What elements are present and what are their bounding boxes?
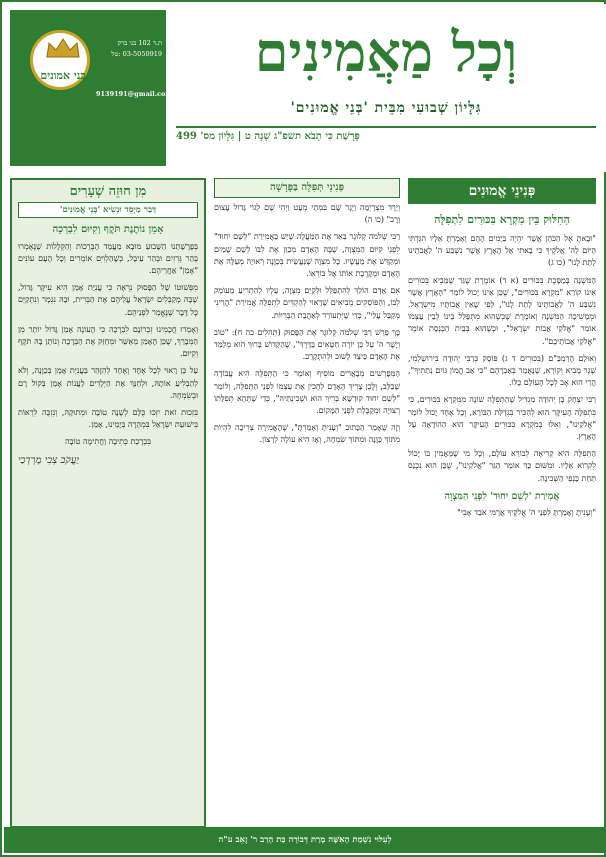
paragraph: אִם אָדָם הוֹלֵךְ לְהִתְפַּלֵּל וּלְקַיֵּם מִצְוָה, עָלָיו לְהַתְרִיעַ מֵעוֹמֶק לִבּוֹ, וְהַפּוֹסְקִים מְבִיאִים שֶׁרָאוּי לְהַקְדִּים לִתְפִלָּה אֲמִירַת "הֲרֵינִי מְקַבֵּל עָלַי", כְּדֵי שֶׁיִּתְעוֹרֵר לְאַהֲבַת הַבְּרִיּוֹת. bbox=[214, 286, 400, 320]
left-column-heading: אָמֵן נוֹתֶנֶת תֹּקֶף וְקִיּוּם לִבְרָכָה bbox=[52, 224, 164, 236]
paragraph: וְאָמְרוּ חֲכָמִינוּ זִכְרוֹנָם לִבְרָכָה כִּי הָעוֹנֶה אָמֵן גָּדוֹל יוֹתֵר מִן הַמְּבָרֵךְ, שֶׁכֵּן הָאָמֵן מְאַשֵּׁר וּמְחַזֵּק אֶת הַבְּרָכָה וְנוֹתֵן בָּהּ תֹּקֶף וְקִיּוּם. bbox=[18, 324, 198, 359]
paragraph: "וְעָנִיתָ וְאָמַרְתָּ לִפְנֵי ה' אֱלֹקֶיךָ אֲרַמִּי אֹבֵד אָבִי" bbox=[457, 507, 596, 517]
paragraph: רַבִּי יִצְחָק בֶּן יְהוּדָה מַגְדִּיל שֶׁהַתְּפִלָּה שׁוֹנָה מִמִּקְרָא בִּכּוּרִים, כִּי בִּתְפִלָּה הָעִיקָּר הוּא לְהַכִּיר בִּגְדֻלַּת הַבּוֹרֵא, וְכָל אֶחָד יָכוֹל לוֹמַר "אֱלֹקֵינוּ", וְאִלּוּ בְּמִקְרָא בִּכּוּרִים הָעִיקָּר הוּא הַהוֹדָאָה עַל הָאָרֶץ. bbox=[408, 395, 596, 442]
paragraph: וְאוּלָם הָרַמְבַּ"ם (בִּכּוּרִים ד ג) פּוֹסֵק כְּרַבִּי יְהוּדָה בִּירוּשַׁלְמִי, שֶׁגֵּר מֵבִיא וְקוֹרֵא, שֶׁנֶּאֱמַר בְּאַבְרָהָם "כִּי אַב הֲמוֹן גּוֹיִם נְתַתִּיךָ", הֲרֵי הוּא אָב לְכָל הָעוֹלָם כֻּלּוֹ. bbox=[408, 353, 596, 388]
paragraph: וְיֵרֶד מִצְרַיְמָה וַיָּגָר שָׁם בִּמְתֵי מְעָט וַיְהִי שָׁם לְגוֹי גָּדוֹל עָצוּם וָרָב" (כו ה) bbox=[214, 203, 400, 225]
paragraph: רַבִּי שְׁלֹמֹה קְלוּגֶר בֵּאֵר אֶת הַמַּעֲלָה שֶׁיֵּשׁ בַּאֲמִירַת "לְשֵׁם יִחוּד" לִפְנֵי קִיּוּם הַמִּצְוָה, שֶׁבָּהּ הָאָדָם מְכַוֵּן אֶת לִבּוֹ לְשֵׁם שָׁמַיִם וּמְקַדֵּשׁ אֶת מַעֲשָׂיו. כָּל מִצְוָה שֶׁנַּעֲשֵׂית בְּכַוָּנָה רְאוּיָה מְעַלָּה אֶת הָאָדָם וּמְקָרֶבֶת אוֹתוֹ אֶל בּוֹרְאוֹ. bbox=[214, 232, 400, 279]
middle-column-header: פְּנִינֵי תְּפִלָּה בַּפָּרָשָׁה bbox=[214, 178, 400, 198]
paragraph: הַמִּשְׁנָה בְּמַסֶּכֶת בִּכּוּרִים (א ד) אוֹמֶרֶת שֶׁגֵּר שֶׁמֵּבִיא בִּכּוּרִים אֵינוֹ קוֹרֵא "מִקְרָא בִּכּוּרִים", שֶׁכֵּן אֵינוֹ יָכוֹל לוֹמַר "הָאָרֶץ אֲשֶׁר נִשְׁבַּע ה' לַאֲבוֹתֵינוּ לָתֵת לָנוּ", לְפִי שֶׁאֵין אֲבוֹתָיו מִיִּשְׂרָאֵל. וּמְמַשִׁיכָה הַמִּשְׁנָה וְאוֹמֶרֶת שֶׁכְּשֶׁהוּא מִתְפַּלֵּל בֵּינוֹ לְבֵין עַצְמוֹ אוֹמֵר "אֱלֹקֵי אֲבוֹת יִשְׂרָאֵל", וּכְשֶׁהוּא בְּבֵית הַכְּנֶסֶת אוֹמֵר "אֱלֹקֵי אֲבוֹתֵיכֶם". bbox=[408, 275, 596, 346]
middle-column bbox=[214, 202, 400, 828]
right-section-title-2: אֲמִירַת 'לְשֵׁם יִחוּד' לִפְנֵי הַמִּצְוָה bbox=[444, 490, 560, 502]
left-column-title: מִן חוּזֵה שְׁעָרִים bbox=[69, 184, 147, 199]
left-column bbox=[10, 178, 206, 828]
paragraph: הַתְּפִלָּה הִיא קְרִיאָה לְבוֹרֵא עוֹלָם, וְכָל מִי שֶׁמַּאֲמִין בּוֹ יָכוֹל לִקְרוֹא אֵלָיו. וּמִשּׁוּם כָּךְ אוֹמֵר הַגֵּר "אֱלֹקֵינוּ", שֶׁכֵּן הוּא נִכְנַס תַּחַת כַּנְפֵי הַשְּׁכִינָה. bbox=[408, 449, 596, 483]
logo-phone: 03-5050919 :טל bbox=[111, 50, 162, 58]
logo-contact bbox=[96, 38, 162, 60]
newsletter-title: וְכָל מַאֲמִינִים bbox=[254, 20, 518, 84]
logo-box bbox=[10, 10, 173, 166]
right-column-header: פְּנִינֵי אֱמוּנִים bbox=[408, 178, 596, 204]
signature: יַעֲקֹב צְבִי מָרְדְכַי bbox=[18, 454, 80, 466]
right-column bbox=[408, 178, 596, 828]
left-column-subtitle: דְּבַר מַיְסֵד וּנְשִׂיא 'בְּנֵי אֱמוּנִים' bbox=[18, 202, 198, 218]
logo-name: בני אמונים bbox=[40, 69, 86, 82]
paragraph: הַמְּפָרְשִׁים מְבָאֲרִים מוֹסִיף וְאוֹמֵר כִּי הַתְּפִלָּה הִיא עֲבוֹדָה שֶׁבַּלֵּב, וְלָכֵן צָרִיךְ הָאָדָם לְהָכִין אֶת עַצְמוֹ לִפְנֵי הַתְּפִלָּה, וְלוֹמַר "לְשֵׁם יִחוּד קוּדְשָׁא בְּרִיךְ הוּא וּשְׁכִינְתֵּיהּ", כְּדֵי שֶׁתְּהֵא תְּפִלָּתוֹ רְצוּיָה וּמְקֻבֶּלֶת לִפְנֵי הַמָּקוֹם. bbox=[214, 369, 400, 416]
newsletter-subtitle: גִּלָּיוֹן שְׁבוּעִי מִבֵּית 'בְּנֵי אֱמוּנִים' bbox=[290, 100, 482, 116]
paragraph: עַל כֵּן רָאוּי לְכָל אֶחָד וְאֶחָד לְהִזָּהֵר בַּעֲנִיַּת אָמֵן בְּכַוָּנָה, וְלֹא לְהַבְלִיעַ אוֹתָהּ, וּלְחַנֵּךְ אֶת הַיְּלָדִים לַעֲנוֹת אָמֵן בְּקוֹל רָם וּבְשִׂמְחָה. bbox=[18, 366, 198, 400]
masthead bbox=[4, 4, 606, 172]
dedication-footer: לְעִלּוּי נִשְׁמַת הָאִשָּׁה מָרַת דְּבוֹרָה בַּת הָרַב ר' זֶאֵב ע"ה bbox=[4, 827, 606, 853]
crown-icon bbox=[45, 37, 81, 59]
paragraph: בְּפָרָשָׁתֵנוּ הַשָּׁבוּעַ מוּבָא מַעֲמַד הַבְּרָכוֹת וְהַקְּלָלוֹת שֶׁנֶּאֶמְרוּ בְּהַר גְּרִזִים וּבְהַר עֵיבָל, כְּשֶׁהַלְוִיִּם אוֹמְרִים וְכָל הָעָם עוֹנִים "אָמֵן" אַחֲרֵיהֶם. bbox=[18, 241, 198, 276]
paragraph: כָּךְ פֵּרֵשׁ רַבִּי שְׁלֹמֹה קְלוּגֶר אֶת הַפָּסוּק (תְּהִלִּים כה ח): "טוֹב וְיָשָׁר ה' עַל כֵּן יוֹרֶה חַטָּאִים בַּדָּרֶךְ", שֶׁהַקָּדוֹשׁ בָּרוּךְ הוּא מְלַמֵּד אֶת הָאָדָם כֵּיצַד לָשׁוּב וּלְהִתְקָרֵב. bbox=[214, 327, 400, 362]
right-section-title: הַחִלּוּק בֵּין מִקְרָא בִּכּוּרִים לִתְפִלָּה bbox=[434, 213, 570, 226]
paragraph: וְזֶה שֶׁאָמַר הַכָּתוּב "וְעָנִיתָ וְאָמַרְתָּ", שֶׁהָאֲמִירָה צְרִיכָה לִהְיוֹת מִתּוֹךְ כַּוָּנָה וּמִתּוֹךְ שִׂמְחָה, וְאָז הִיא עוֹלָה לְרָצוֹן. bbox=[214, 423, 400, 445]
paragraph: "וּבָאתָ אֶל הַכֹּהֵן אֲשֶׁר יִהְיֶה בַּיָּמִים הָהֵם וְאָמַרְתָּ אֵלָיו הִגַּדְתִּי הַיּוֹם לַה' אֱלֹקֶיךָ כִּי בָאתִי אֶל הָאָרֶץ אֲשֶׁר נִשְׁבַּע ה' לַאֲבֹתֵינוּ לָתֵת לָנוּ" (כו ג) bbox=[408, 234, 596, 268]
logo-email[interactable]: 9139191@gmail.com bbox=[96, 90, 173, 98]
issue-info: פָּרָשַׁת כִּי תָבֹא תשפ"ג שָׁנָה ט | גִּלָּיוֹן מס' 499 bbox=[176, 126, 596, 146]
paragraph: מִפְּשׁוּטוֹ שֶׁל הַפָּסוּק נִרְאֶה כִּי עֲנִיַּת אָמֵן הִיא עִיקָּר גָּדוֹל, שֶׁבָּהּ מְקַבְּלִים יִשְׂרָאֵל עֲלֵיהֶם אֶת הַבְּרִית, וּבָהּ נִגְמָר וְנִתְקַיֵּם כָּל דָּבָר שֶׁנֶּאֱמַר לִפְנֵיהֶם. bbox=[18, 283, 198, 317]
logo-emblem bbox=[30, 30, 90, 90]
paragraph: בִּזְכוּת זֹאת יִזְכּוּ כֻּלָּם לְשָׁנָה טוֹבָה וּמְתוּקָה, וְנִזְכֶּה לִרְאוֹת בִּישׁוּעַת יִשְׂרָאֵל בִּמְהֵרָה בְּיָמֵינוּ, אָמֵן. bbox=[18, 408, 198, 430]
closing-line: בִּבְרָכַת כְּתִיבָה וַחֲתִימָה טוֹבָה bbox=[65, 437, 151, 447]
logo-address: ת.ד 102 בני ברק bbox=[117, 39, 162, 47]
